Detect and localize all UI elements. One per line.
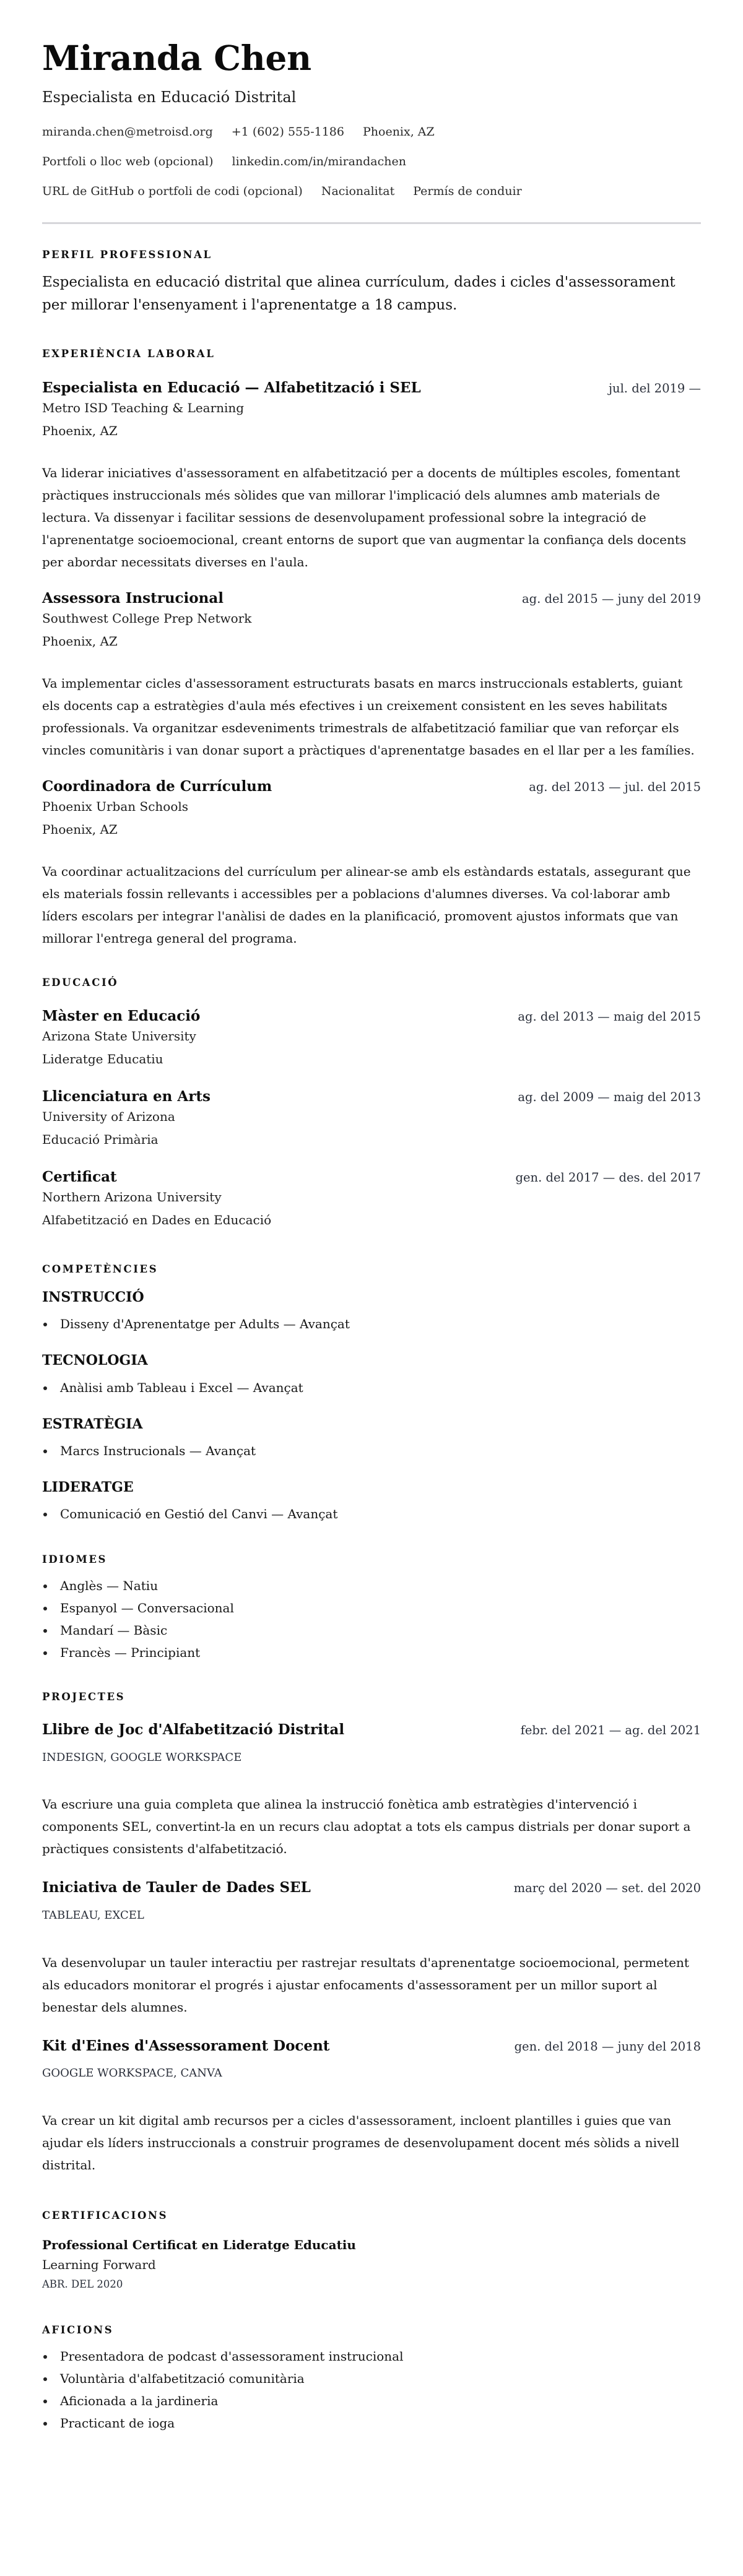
section-title-projects: PROJECTES <box>42 1691 126 1703</box>
job-description: Va liderar iniciatives d'assessorament en alfabetització per a docents de múltiples escoles, fomentant pràctiques instruccionals més sòlides que van millorar l'implicació dels alumnes amb materials de lectura. Va dissenyar i facilitar sessions de desenvolupament professional sobre la integració de l'aprenentatge socioemocional, creant entorns de suport que van augmentar la confiança dels docents per abordar necessitats diverses en l'aula. <box>42 465 687 569</box>
hobby-item: Practicant de ioga <box>42 2412 701 2434</box>
project-name: Kit d'Eines d'Assessorament Docent <box>42 2037 330 2054</box>
field-of-study: Educació Primària <box>42 1132 159 1148</box>
contact-driving-license: Permís de conduir <box>413 184 522 199</box>
skill-item: Marcs Instrucionals — Avançat <box>42 1440 701 1462</box>
section-title-experience: EXPERIÈNCIA LABORAL <box>42 348 215 360</box>
contact-nationality: Nacionalitat <box>321 184 395 199</box>
hobby-list <box>42 2345 701 2434</box>
section-title-summary: PERFIL PROFESSIONAL <box>42 249 212 261</box>
contact-location: Phoenix, AZ <box>362 125 435 139</box>
contact-linkedin[interactable]: linkedin.com/in/mirandachen <box>232 155 406 169</box>
skill-category: ESTRATÈGIA <box>42 1416 143 1432</box>
header-divider <box>42 222 701 224</box>
experience-entry <box>42 589 701 761</box>
skill-category: LIDERATGE <box>42 1479 134 1495</box>
section-title-certifications: CERTIFICACIONS <box>42 2209 168 2221</box>
certification-entry <box>42 2237 701 2291</box>
education-entry <box>42 1007 701 1069</box>
section-title-education: EDUCACIÓ <box>42 976 119 988</box>
summary-text: Especialista en educació distrital que alinea currículum, dades i cicles d'assessorament per millorar l'ensenyament i l'aprenentatge a 18 campus. <box>42 274 676 314</box>
contact-row-3 <box>42 176 701 206</box>
degree-title: Certificat <box>42 1169 117 1186</box>
resume-header <box>42 40 701 206</box>
job-title: Assessora Instrucional <box>42 589 224 607</box>
job-description: Va coordinar actualitzacions del currículum per alinear-se amb els estàndards estatals, assegurant que els materials fossin rellevants i accessibles per a poblacions d'alumnes diverses. Va col·laborar amb líders escolars per integrar l'anàlisi de dades en la planificació, promovent ajustos informats que van millorar l'entrega general del programa. <box>42 863 691 946</box>
degree-title: Llicenciatura en Arts <box>42 1088 211 1105</box>
degree-dates: ag. del 2009 — maig del 2013 <box>518 1090 701 1105</box>
project-name: Iniciativa de Tauler de Dades SEL <box>42 1879 311 1896</box>
field-of-study: Alfabetització en Dades en Educació <box>42 1212 272 1228</box>
section-title-languages: IDIOMES <box>42 1554 108 1566</box>
education-section <box>42 977 701 1230</box>
project-description: Va escriure una guia completa que alinea la instrucció fonètica amb estratègies d'intervenció i components SEL, convertint-la en un recurs clau adoptat a tots els campus distrials per donar suport a pràctiques consistents d'alfabetització. <box>42 1797 691 1857</box>
skill-item: Disseny d'Aprenentatge per Adults — Avançat <box>42 1313 701 1335</box>
project-dates: març del 2020 — set. del 2020 <box>513 1881 701 1896</box>
job-dates: ag. del 2015 — juny del 2019 <box>522 591 701 606</box>
hobbies-section <box>42 2324 701 2434</box>
experience-entry <box>42 379 701 573</box>
job-organization: Metro ISD Teaching & Learning <box>42 400 245 415</box>
school-name: Arizona State University <box>42 1029 196 1044</box>
field-of-study: Lideratge Educatiu <box>42 1052 163 1067</box>
job-dates: ag. del 2013 — jul. del 2015 <box>529 779 701 794</box>
project-tech: INDESIGN, GOOGLE WORKSPACE <box>42 1750 242 1764</box>
contact-row-1 <box>42 117 701 147</box>
skills-section <box>42 1263 701 1525</box>
project-entry <box>42 2037 701 2176</box>
language-list <box>42 1575 701 1664</box>
school-name: Northern Arizona University <box>42 1190 222 1205</box>
skill-item: Comunicació en Gestió del Canvi — Avançat <box>42 1503 701 1525</box>
degree-dates: gen. del 2017 — des. del 2017 <box>515 1170 701 1185</box>
hobby-item: Voluntària d'alfabetització comunitària <box>42 2367 701 2390</box>
job-organization: Southwest College Prep Network <box>42 610 252 626</box>
education-entry <box>42 1087 701 1149</box>
experience-entry <box>42 777 701 949</box>
project-tech: GOOGLE WORKSPACE, CANVA <box>42 2067 222 2080</box>
certification-issuer: Learning Forward <box>42 2257 156 2272</box>
languages-section <box>42 1554 701 1664</box>
project-entry <box>42 1878 701 2018</box>
contact-portfolio[interactable]: Portfoli o lloc web (opcional) <box>42 155 214 169</box>
candidate-name: Miranda Chen <box>42 38 311 78</box>
contact-github[interactable]: URL de GitHub o portfoli de codi (opcional) <box>42 184 303 199</box>
experience-section <box>42 348 701 949</box>
projects-section <box>42 1691 701 2176</box>
job-title: Coordinadora de Currículum <box>42 777 272 795</box>
project-tech: TABLEAU, EXCEL <box>42 1909 144 1922</box>
certification-name: Professional Certificat en Lideratge Educatiu <box>42 2237 356 2252</box>
section-title-hobbies: AFICIONS <box>42 2324 114 2336</box>
degree-dates: ag. del 2013 — maig del 2015 <box>518 1009 701 1024</box>
hobby-item: Presentadora de podcast d'assessorament instrucional <box>42 2345 701 2367</box>
skill-category: TECNOLOGIA <box>42 1352 148 1369</box>
job-description: Va implementar cicles d'assessorament estructurats basats en marcs instruccionals establerts, guiant els docents cap a estratègies d'aula més efectives i un creixement consistent en les seves habilitats professionals. Va organitzar esdeveniments trimestrals de alfabetització familiar que van reforçar els vincles comunitàris i van donar suport a pràctiques d'aprenentatge basades en el llar per a les famílies. <box>42 675 695 758</box>
job-location: Phoenix, AZ <box>42 633 118 649</box>
project-entry <box>42 1721 701 1860</box>
job-location: Phoenix, AZ <box>42 821 118 837</box>
skill-category: INSTRUCCIÓ <box>42 1289 144 1305</box>
language-item: Anglès — Natiu <box>42 1575 701 1597</box>
skill-list <box>42 1313 701 1335</box>
project-description: Va desenvolupar un tauler interactiu per rastrejar resultats d'aprenentatge socioemocional, permetent als educadors monitorar el progrés i ajustar enfocaments d'assessorament per un millor suport al benestar dels alumnes. <box>42 1955 689 2015</box>
education-entry <box>42 1168 701 1230</box>
skill-list <box>42 1377 701 1399</box>
project-dates: gen. del 2018 — juny del 2018 <box>514 2039 701 2054</box>
skill-item: Anàlisi amb Tableau i Excel — Avançat <box>42 1377 701 1399</box>
summary-section <box>42 249 701 317</box>
hobby-item: Aficionada a la jardineria <box>42 2390 701 2412</box>
skill-list <box>42 1440 701 1462</box>
project-description: Va crear un kit digital amb recursos per a cicles d'assessorament, incloent plantilles i guies que van ajudar els líders instruccionals a construir programes de desenvolupament docent més sòlids a nivell distrital. <box>42 2112 679 2172</box>
section-title-skills: COMPETÈNCIES <box>42 1263 159 1276</box>
job-organization: Phoenix Urban Schools <box>42 798 189 814</box>
language-item: Mandarí — Bàsic <box>42 1619 701 1641</box>
language-item: Espanyol — Conversacional <box>42 1597 701 1619</box>
contact-phone[interactable]: +1 (602) 555-1186 <box>231 125 344 139</box>
contact-row-2 <box>42 147 701 176</box>
language-item: Francès — Principiant <box>42 1641 701 1664</box>
degree-title: Màster en Educació <box>42 1008 201 1025</box>
project-dates: febr. del 2021 — ag. del 2021 <box>520 1722 701 1737</box>
certifications-section <box>42 2210 701 2291</box>
job-location: Phoenix, AZ <box>42 423 118 438</box>
skill-list <box>42 1503 701 1525</box>
job-dates: jul. del 2019 — <box>608 381 701 395</box>
project-name: Llibre de Joc d'Alfabetització Distrital <box>42 1721 345 1738</box>
candidate-headline: Especialista en Educació Distrital <box>42 88 297 106</box>
job-title: Especialista en Educació — Alfabetització i SEL <box>42 379 421 396</box>
contact-email[interactable]: miranda.chen@metroisd.org <box>42 125 213 139</box>
certification-date: ABR. DEL 2020 <box>42 2278 123 2290</box>
school-name: University of Arizona <box>42 1109 175 1125</box>
